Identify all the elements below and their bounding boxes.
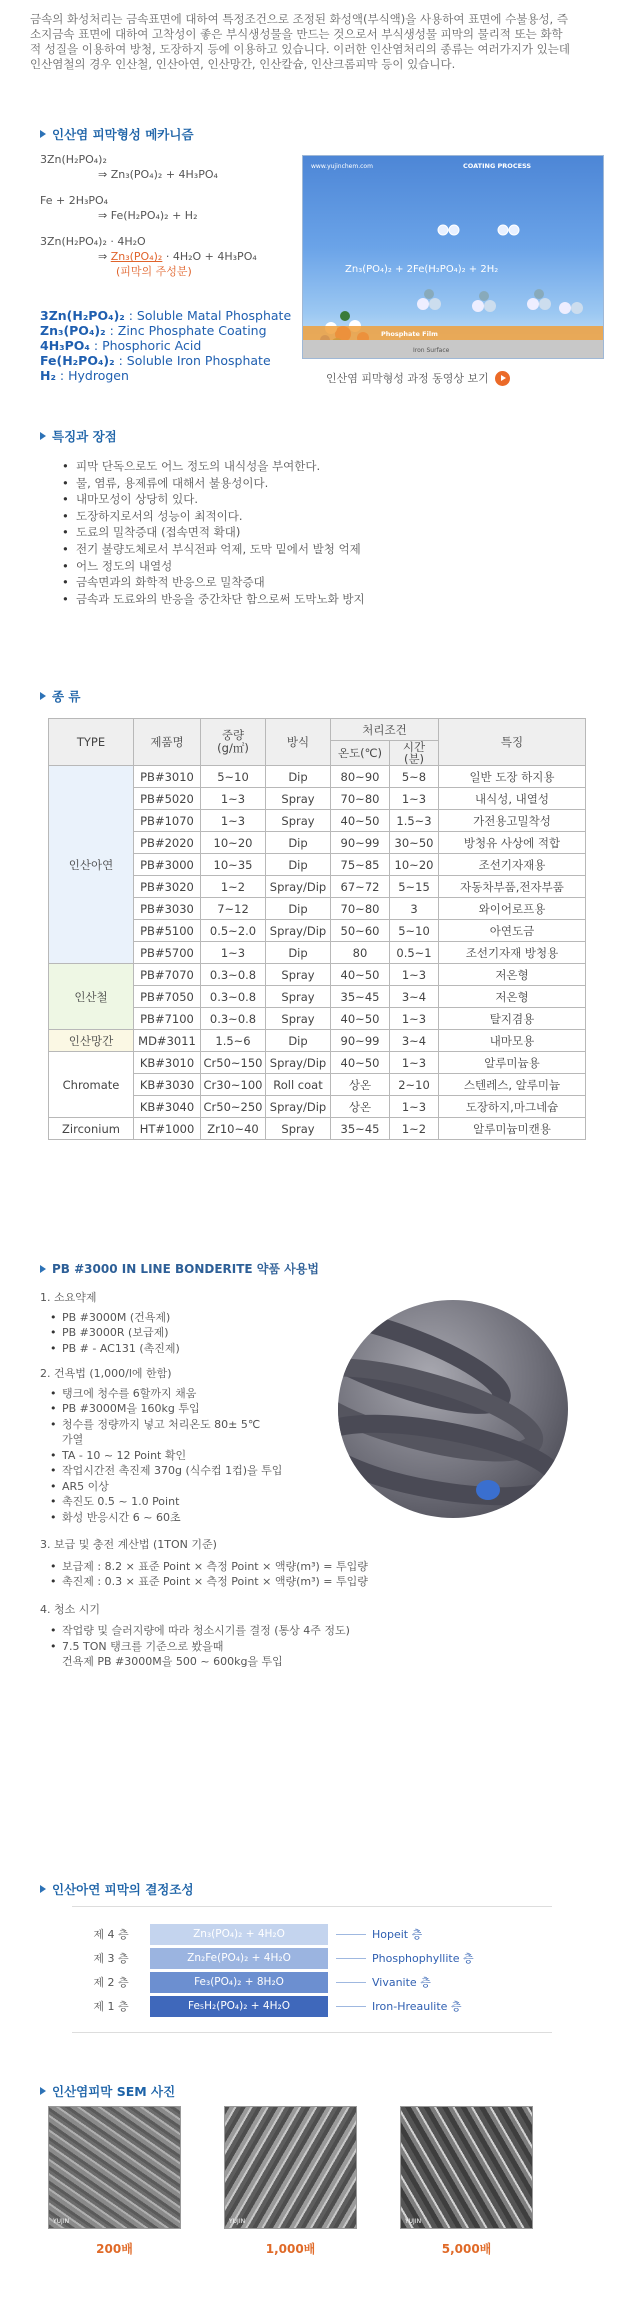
- feature-cell: 알루미늄용: [439, 1052, 586, 1074]
- method-cell: Dip: [266, 898, 331, 920]
- feature-cell: 가전용고밀착성: [439, 810, 586, 832]
- sem-caption: 200배: [96, 2242, 133, 2256]
- step2-item: • TA - 10 ~ 12 Point 확인: [62, 1448, 480, 1464]
- equation-line-5: 3Zn(H₂PO₄)₂ · 4H₂O: [40, 235, 146, 248]
- layer-formula: Fe₃(PO₄)₂ + 8H₂O: [150, 1972, 328, 1993]
- temp-cell: 상온: [331, 1074, 390, 1096]
- step2-item: • 청수를 정량까지 넣고 처리온도 80± 5℃ 가열: [62, 1417, 262, 1448]
- step4-title: 4. 청소 시기: [40, 1602, 100, 1616]
- definition-term: Fe(H₂PO₄)₂: [40, 353, 115, 368]
- layer-row-4: [72, 1922, 552, 1946]
- product-cell: PB#1070: [134, 810, 201, 832]
- step1-item: • PB #3000R (보급제): [62, 1325, 480, 1341]
- play-icon[interactable]: [495, 371, 510, 386]
- layers-diagram: [72, 1906, 552, 2033]
- product-cell: PB#3030: [134, 898, 201, 920]
- weight-cell: 10~20: [201, 832, 266, 854]
- coating-main-formula: Zn₃(PO₄)₂: [110, 250, 163, 263]
- layer-name: Iron-Hreaulite 층: [372, 2000, 462, 2013]
- feature-cell: 자동차부품,전자부품: [439, 876, 586, 898]
- step3-item: • 보급제 : 8.2 × 표준 Point × 측정 Point × 액량(m³) = 투입량: [62, 1559, 480, 1575]
- feature-cell: 아연도금: [439, 920, 586, 942]
- sem-heading-text: 인산염피막 SEM 사진: [52, 2084, 176, 2099]
- intro-paragraph: 금속의 화성처리는 금속표면에 대하여 특정조건으로 조정된 화성액(부식액)을 사용하여 표면에 수불용성, 즉 소지금속 표면에 대하여 고착성이 좋은 부식생성물을 만드는 것으로서 부식생성물 피막의 물리적 또는 화학적 성질을 이용하여 방청, 도장하지 등에 이용하고 있습니다. 이러한 인산염처리의 종류는 여러가지가 있는데 인산염철의 경우 인산철, 인산아연, 인산망간, 인산칼슘, 인산크롬피막 등이 있습니다.: [30, 12, 570, 71]
- time-cell: 1~3: [390, 788, 439, 810]
- feature-cell: 조선기자재 방청용: [439, 942, 586, 964]
- temp-cell: 75~85: [331, 854, 390, 876]
- section-arrow-icon: [40, 432, 46, 440]
- temp-cell: 35~45: [331, 1118, 390, 1140]
- method-cell: Dip: [266, 1030, 331, 1052]
- method-cell: Spray/Dip: [266, 1096, 331, 1118]
- temp-cell: 90~99: [331, 832, 390, 854]
- time-cell: 3~4: [390, 1030, 439, 1052]
- mechanism-heading-text: 인산염 피막형성 메카니즘: [52, 127, 194, 142]
- step2-item: • PB #3000M을 160kg 투입: [62, 1401, 480, 1417]
- th-time: 시간 (분): [390, 741, 439, 766]
- definition-term: Zn₃(PO₄)₂: [40, 323, 106, 338]
- th-product: 제품명: [134, 719, 201, 766]
- product-cell: KB#3040: [134, 1096, 201, 1118]
- product-cell: PB#5100: [134, 920, 201, 942]
- term-definitions: [40, 308, 320, 383]
- feature-item: • 물, 염류, 용제류에 대해서 불용성이다.: [62, 475, 582, 492]
- step2-title: 2. 건욕법 (1,000/l에 한함): [40, 1367, 172, 1380]
- weight-cell: 0.5~2.0: [201, 920, 266, 942]
- method-cell: Spray: [266, 1118, 331, 1140]
- temp-cell: 50~60: [331, 920, 390, 942]
- step2-item: • 탱크에 청수를 6할까지 채움: [62, 1386, 480, 1402]
- process-title: COATING PROCESS: [463, 162, 532, 170]
- sem-image-5000x: [400, 2106, 533, 2229]
- type-group-cell: 인산망간: [49, 1030, 134, 1052]
- table-row: [49, 964, 586, 986]
- table-row: [49, 766, 586, 788]
- feature-cell: 내마모용: [439, 1030, 586, 1052]
- time-cell: 1.5~3: [390, 810, 439, 832]
- time-cell: 1~3: [390, 1096, 439, 1118]
- table-row: [49, 1030, 586, 1052]
- th-weight: 중량 (g/㎡): [201, 719, 266, 766]
- step4-item: • 7.5 TON 탱크를 기준으로 봤을때 건욕제 PB #3000M을 500 ~ 600kg을 투입: [62, 1639, 480, 1670]
- definition-term: 4H₃PO₄: [40, 338, 90, 353]
- types-heading: [40, 687, 81, 705]
- time-cell: 1~3: [390, 1052, 439, 1074]
- product-cell: PB#2020: [134, 832, 201, 854]
- product-cell: PB#7100: [134, 1008, 201, 1030]
- definition-desc: : Zinc Phosphate Coating: [105, 323, 267, 338]
- product-cell: PB#3000: [134, 854, 201, 876]
- th-method: 방식: [266, 719, 331, 766]
- definition-row: [40, 308, 320, 323]
- equation-tail: · 4H₂O + 4H₃PO₄: [162, 250, 257, 263]
- equation-line-4: ⇒ Fe(H₂PO₄)₂ + H₂: [98, 209, 198, 222]
- definition-row: [40, 353, 320, 368]
- type-group-cell: 인산철: [49, 964, 134, 1030]
- method-cell: Dip: [266, 854, 331, 876]
- time-cell: 2~10: [390, 1074, 439, 1096]
- equation-line-6: [40, 249, 310, 264]
- feature-item: • 도장하지로서의 성능이 최적이다.: [62, 508, 582, 525]
- weight-cell: 1~3: [201, 942, 266, 964]
- film-label: Phosphate Film: [381, 330, 438, 338]
- temp-cell: 70~80: [331, 898, 390, 920]
- method-cell: Spray/Dip: [266, 1052, 331, 1074]
- time-cell: 1~3: [390, 964, 439, 986]
- weight-cell: Zr10~40: [201, 1118, 266, 1140]
- feature-item: • 금속면과의 화학적 반응으로 밀착증대: [62, 574, 582, 591]
- feature-cell: 스텐레스, 알루미늄: [439, 1074, 586, 1096]
- temp-cell: 40~50: [331, 810, 390, 832]
- definition-desc: : Soluble Matal Phosphate: [124, 308, 292, 323]
- feature-item: • 전기 불량도체로서 부식전파 억제, 도막 밑에서 발청 억제: [62, 541, 582, 558]
- time-cell: 3: [390, 898, 439, 920]
- product-cell: PB#3010: [134, 766, 201, 788]
- temp-cell: 상온: [331, 1096, 390, 1118]
- definition-desc: : Phosphoric Acid: [89, 338, 202, 353]
- layers-heading-text: 인산아연 피막의 결정조성: [52, 1882, 194, 1897]
- time-cell: 30~50: [390, 832, 439, 854]
- pb3000-heading-text: PB #3000 IN LINE BONDERITE 약품 사용법: [52, 1262, 319, 1276]
- layer-label: 제 1 층: [93, 2000, 129, 2013]
- weight-cell: 7~12: [201, 898, 266, 920]
- step2-item: • 작업시간전 촉진제 370g (식수컵 1컵)을 투입: [62, 1463, 292, 1479]
- weight-cell: 10~35: [201, 854, 266, 876]
- video-link-text[interactable]: 인산염 피막형성 과정 동영상 보기: [326, 372, 489, 385]
- layer-formula: Zn₃(PO₄)₂ + 4H₂O: [150, 1924, 328, 1945]
- sem-image-1000x: [224, 2106, 357, 2229]
- feature-cell: 방청유 사상에 적합: [439, 832, 586, 854]
- temp-cell: 40~50: [331, 964, 390, 986]
- time-cell: 5~15: [390, 876, 439, 898]
- th-temp: 온도(℃): [331, 741, 390, 766]
- table-row: [49, 1118, 586, 1140]
- sem-caption: 1,000배: [265, 2242, 316, 2256]
- weight-cell: 5~10: [201, 766, 266, 788]
- equation-line-3: Fe + 2H₃PO₄: [40, 194, 109, 207]
- connector-line: [336, 1958, 366, 1959]
- time-cell: 10~20: [390, 854, 439, 876]
- connector-line: [336, 1982, 366, 1983]
- temp-cell: 80: [331, 942, 390, 964]
- feature-cell: 저온형: [439, 964, 586, 986]
- definition-term: H₂: [40, 368, 56, 383]
- surface-label: Iron Surface: [413, 347, 450, 354]
- arrow-symbol: ⇒: [98, 250, 111, 263]
- coated-pipe-photo: [338, 1300, 568, 1518]
- feature-cell: 조선기자재용: [439, 854, 586, 876]
- coating-main-note: (피막의 주성분): [116, 265, 192, 278]
- layer-row-1: [72, 1994, 552, 2018]
- type-group-cell: Chromate: [49, 1052, 134, 1118]
- time-cell: 0.5~1: [390, 942, 439, 964]
- features-heading-text: 특징과 장점: [52, 429, 117, 444]
- type-group-cell: Zirconium: [49, 1118, 134, 1140]
- feature-item: • 내마모성이 상당히 있다.: [62, 491, 582, 508]
- temp-cell: 35~45: [331, 986, 390, 1008]
- sem-tag: YUJIN: [405, 2218, 422, 2225]
- feature-cell: 저온형: [439, 986, 586, 1008]
- section-arrow-icon: [40, 1885, 46, 1893]
- features-heading: [40, 427, 117, 445]
- types-table-body: [49, 766, 586, 1140]
- step2-item: • 촉진도 0.5 ~ 1.0 Point: [62, 1494, 480, 1510]
- weight-cell: 1~2: [201, 876, 266, 898]
- table-row: [49, 1052, 586, 1074]
- video-link[interactable]: [326, 370, 510, 386]
- feature-item: • 어느 정도의 내열성: [62, 558, 582, 575]
- section-arrow-icon: [40, 692, 46, 700]
- layer-name: Phosphophyllite 층: [372, 1952, 474, 1965]
- sem-tag: YUJIN: [229, 2218, 246, 2225]
- weight-cell: 1~3: [201, 788, 266, 810]
- layer-formula: Zn₂Fe(PO₄)₂ + 4H₂O: [150, 1948, 328, 1969]
- weight-cell: Cr50~250: [201, 1096, 266, 1118]
- sem-heading: [40, 2082, 175, 2100]
- definition-desc: : Soluble Iron Phosphate: [114, 353, 271, 368]
- definition-term: 3Zn(H₂PO₄)₂: [40, 308, 125, 323]
- product-cell: KB#3030: [134, 1074, 201, 1096]
- definition-row: [40, 368, 320, 383]
- features-list: [62, 458, 582, 607]
- method-cell: Roll coat: [266, 1074, 331, 1096]
- temp-cell: 70~80: [331, 788, 390, 810]
- layer-label: 제 2 층: [93, 1976, 129, 1989]
- weight-cell: 0.3~0.8: [201, 986, 266, 1008]
- method-cell: Dip: [266, 942, 331, 964]
- coating-process-animation[interactable]: [302, 155, 604, 359]
- layers-heading: [40, 1880, 194, 1898]
- definition-row: [40, 323, 320, 338]
- sem-image-200x: [48, 2106, 181, 2229]
- layer-label: 제 3 층: [93, 1952, 129, 1965]
- connector-line: [336, 2006, 366, 2007]
- method-cell: Dip: [266, 766, 331, 788]
- method-cell: Spray: [266, 964, 331, 986]
- types-table: [48, 718, 586, 1140]
- th-feature: 특징: [439, 719, 586, 766]
- time-cell: 1~2: [390, 1118, 439, 1140]
- section-arrow-icon: [40, 2087, 46, 2095]
- step2-item: • AR5 이상: [62, 1479, 480, 1495]
- section-arrow-icon: [40, 1265, 46, 1273]
- time-cell: 5~10: [390, 920, 439, 942]
- method-cell: Spray/Dip: [266, 920, 331, 942]
- product-cell: KB#3010: [134, 1052, 201, 1074]
- molecule-cluster-right: [417, 289, 583, 314]
- th-type: TYPE: [49, 719, 134, 766]
- product-cell: PB#7050: [134, 986, 201, 1008]
- equation-line-1: 3Zn(H₂PO₄)₂: [40, 153, 107, 166]
- temp-cell: 80~90: [331, 766, 390, 788]
- layer-row-3: [72, 1946, 552, 1970]
- weight-cell: Cr50~150: [201, 1052, 266, 1074]
- step1-item: • PB #3000M (건욕제): [62, 1310, 480, 1326]
- product-cell: PB#5700: [134, 942, 201, 964]
- feature-item: • 금속과 도료와의 반응을 중간차단 함으로써 도막노화 방지: [62, 591, 582, 608]
- time-cell: 5~8: [390, 766, 439, 788]
- method-cell: Spray: [266, 810, 331, 832]
- method-cell: Spray: [266, 986, 331, 1008]
- phosphate-film-layer: [303, 326, 603, 340]
- weight-cell: 0.3~0.8: [201, 964, 266, 986]
- process-url: www.yujinchem.com: [311, 163, 373, 170]
- feature-cell: 도장하지,마그네슘: [439, 1096, 586, 1118]
- type-group-cell: 인산아연: [49, 766, 134, 964]
- temp-cell: 40~50: [331, 1008, 390, 1030]
- temp-cell: 40~50: [331, 1052, 390, 1074]
- mechanism-equations: [40, 152, 310, 279]
- step1-title: 1. 소요약제: [40, 1291, 97, 1304]
- step3-title: 3. 보급 및 충전 계산법 (1TON 기준): [40, 1538, 217, 1551]
- layer-row-2: [72, 1970, 552, 1994]
- weight-cell: 1~3: [201, 810, 266, 832]
- th-condition: 처리조건: [331, 719, 439, 741]
- layer-name: Vivanite 층: [372, 1976, 431, 1989]
- weight-cell: 1.5~6: [201, 1030, 266, 1052]
- feature-cell: 와이어로프용: [439, 898, 586, 920]
- types-heading-text: 종 류: [52, 689, 81, 704]
- method-cell: Dip: [266, 832, 331, 854]
- coating-process-illustration: [303, 156, 603, 358]
- definition-desc: : Hydrogen: [55, 368, 129, 383]
- connector-line: [336, 1934, 366, 1935]
- process-equation: Zn₃(PO₄)₂ + 2Fe(H₂PO₄)₂ + 2H₂: [345, 264, 499, 275]
- pipe-coil-illustration: [338, 1300, 568, 1518]
- mechanism-heading: [40, 125, 194, 143]
- temp-cell: 67~72: [331, 876, 390, 898]
- method-cell: Spray/Dip: [266, 876, 331, 898]
- feature-item: • 도료의 밀착증대 (접속면적 확대): [62, 524, 582, 541]
- method-cell: Spray: [266, 788, 331, 810]
- step1-item: • PB # - AC131 (촉진제): [62, 1341, 480, 1357]
- feature-cell: 일반 도장 하지용: [439, 766, 586, 788]
- method-cell: Spray: [266, 1008, 331, 1030]
- sem-caption: 5,000배: [441, 2242, 492, 2256]
- equation-line-2: ⇒ Zn₃(PO₄)₂ + 4H₃PO₄: [98, 168, 218, 181]
- weight-cell: 0.3~0.8: [201, 1008, 266, 1030]
- weight-cell: Cr30~100: [201, 1074, 266, 1096]
- layer-name: Hopeit 층: [372, 1928, 423, 1941]
- layer-label: 제 4 층: [93, 1928, 129, 1941]
- feature-cell: 알루미늄미캔용: [439, 1118, 586, 1140]
- step3-item: • 촉진제 : 0.3 × 표준 Point × 측정 Point × 액량(m³) = 투입량: [62, 1574, 480, 1590]
- feature-cell: 내식성, 내열성: [439, 788, 586, 810]
- layer-formula: Fe₅H₂(PO₄)₂ + 4H₂O: [150, 1996, 328, 2017]
- product-cell: MD#3011: [134, 1030, 201, 1052]
- feature-item: • 피막 단독으로도 어느 정도의 내식성을 부여한다.: [62, 458, 582, 475]
- section-arrow-icon: [40, 130, 46, 138]
- sem-tag: YUJIN: [53, 2218, 70, 2225]
- temp-cell: 90~99: [331, 1030, 390, 1052]
- step4-item: • 작업량 및 슬러지량에 따라 청소시기를 결정 (통상 4주 정도): [62, 1623, 480, 1639]
- time-cell: 3~4: [390, 986, 439, 1008]
- definition-row: [40, 338, 320, 353]
- iron-surface-layer: [303, 340, 603, 358]
- product-cell: HT#1000: [134, 1118, 201, 1140]
- product-cell: PB#5020: [134, 788, 201, 810]
- feature-cell: 탈지겸용: [439, 1008, 586, 1030]
- pb3000-heading: [40, 1260, 319, 1277]
- product-cell: PB#7070: [134, 964, 201, 986]
- time-cell: 1~3: [390, 1008, 439, 1030]
- product-cell: PB#3020: [134, 876, 201, 898]
- step2-item: • 화성 반응시간 6 ~ 60초: [62, 1510, 480, 1526]
